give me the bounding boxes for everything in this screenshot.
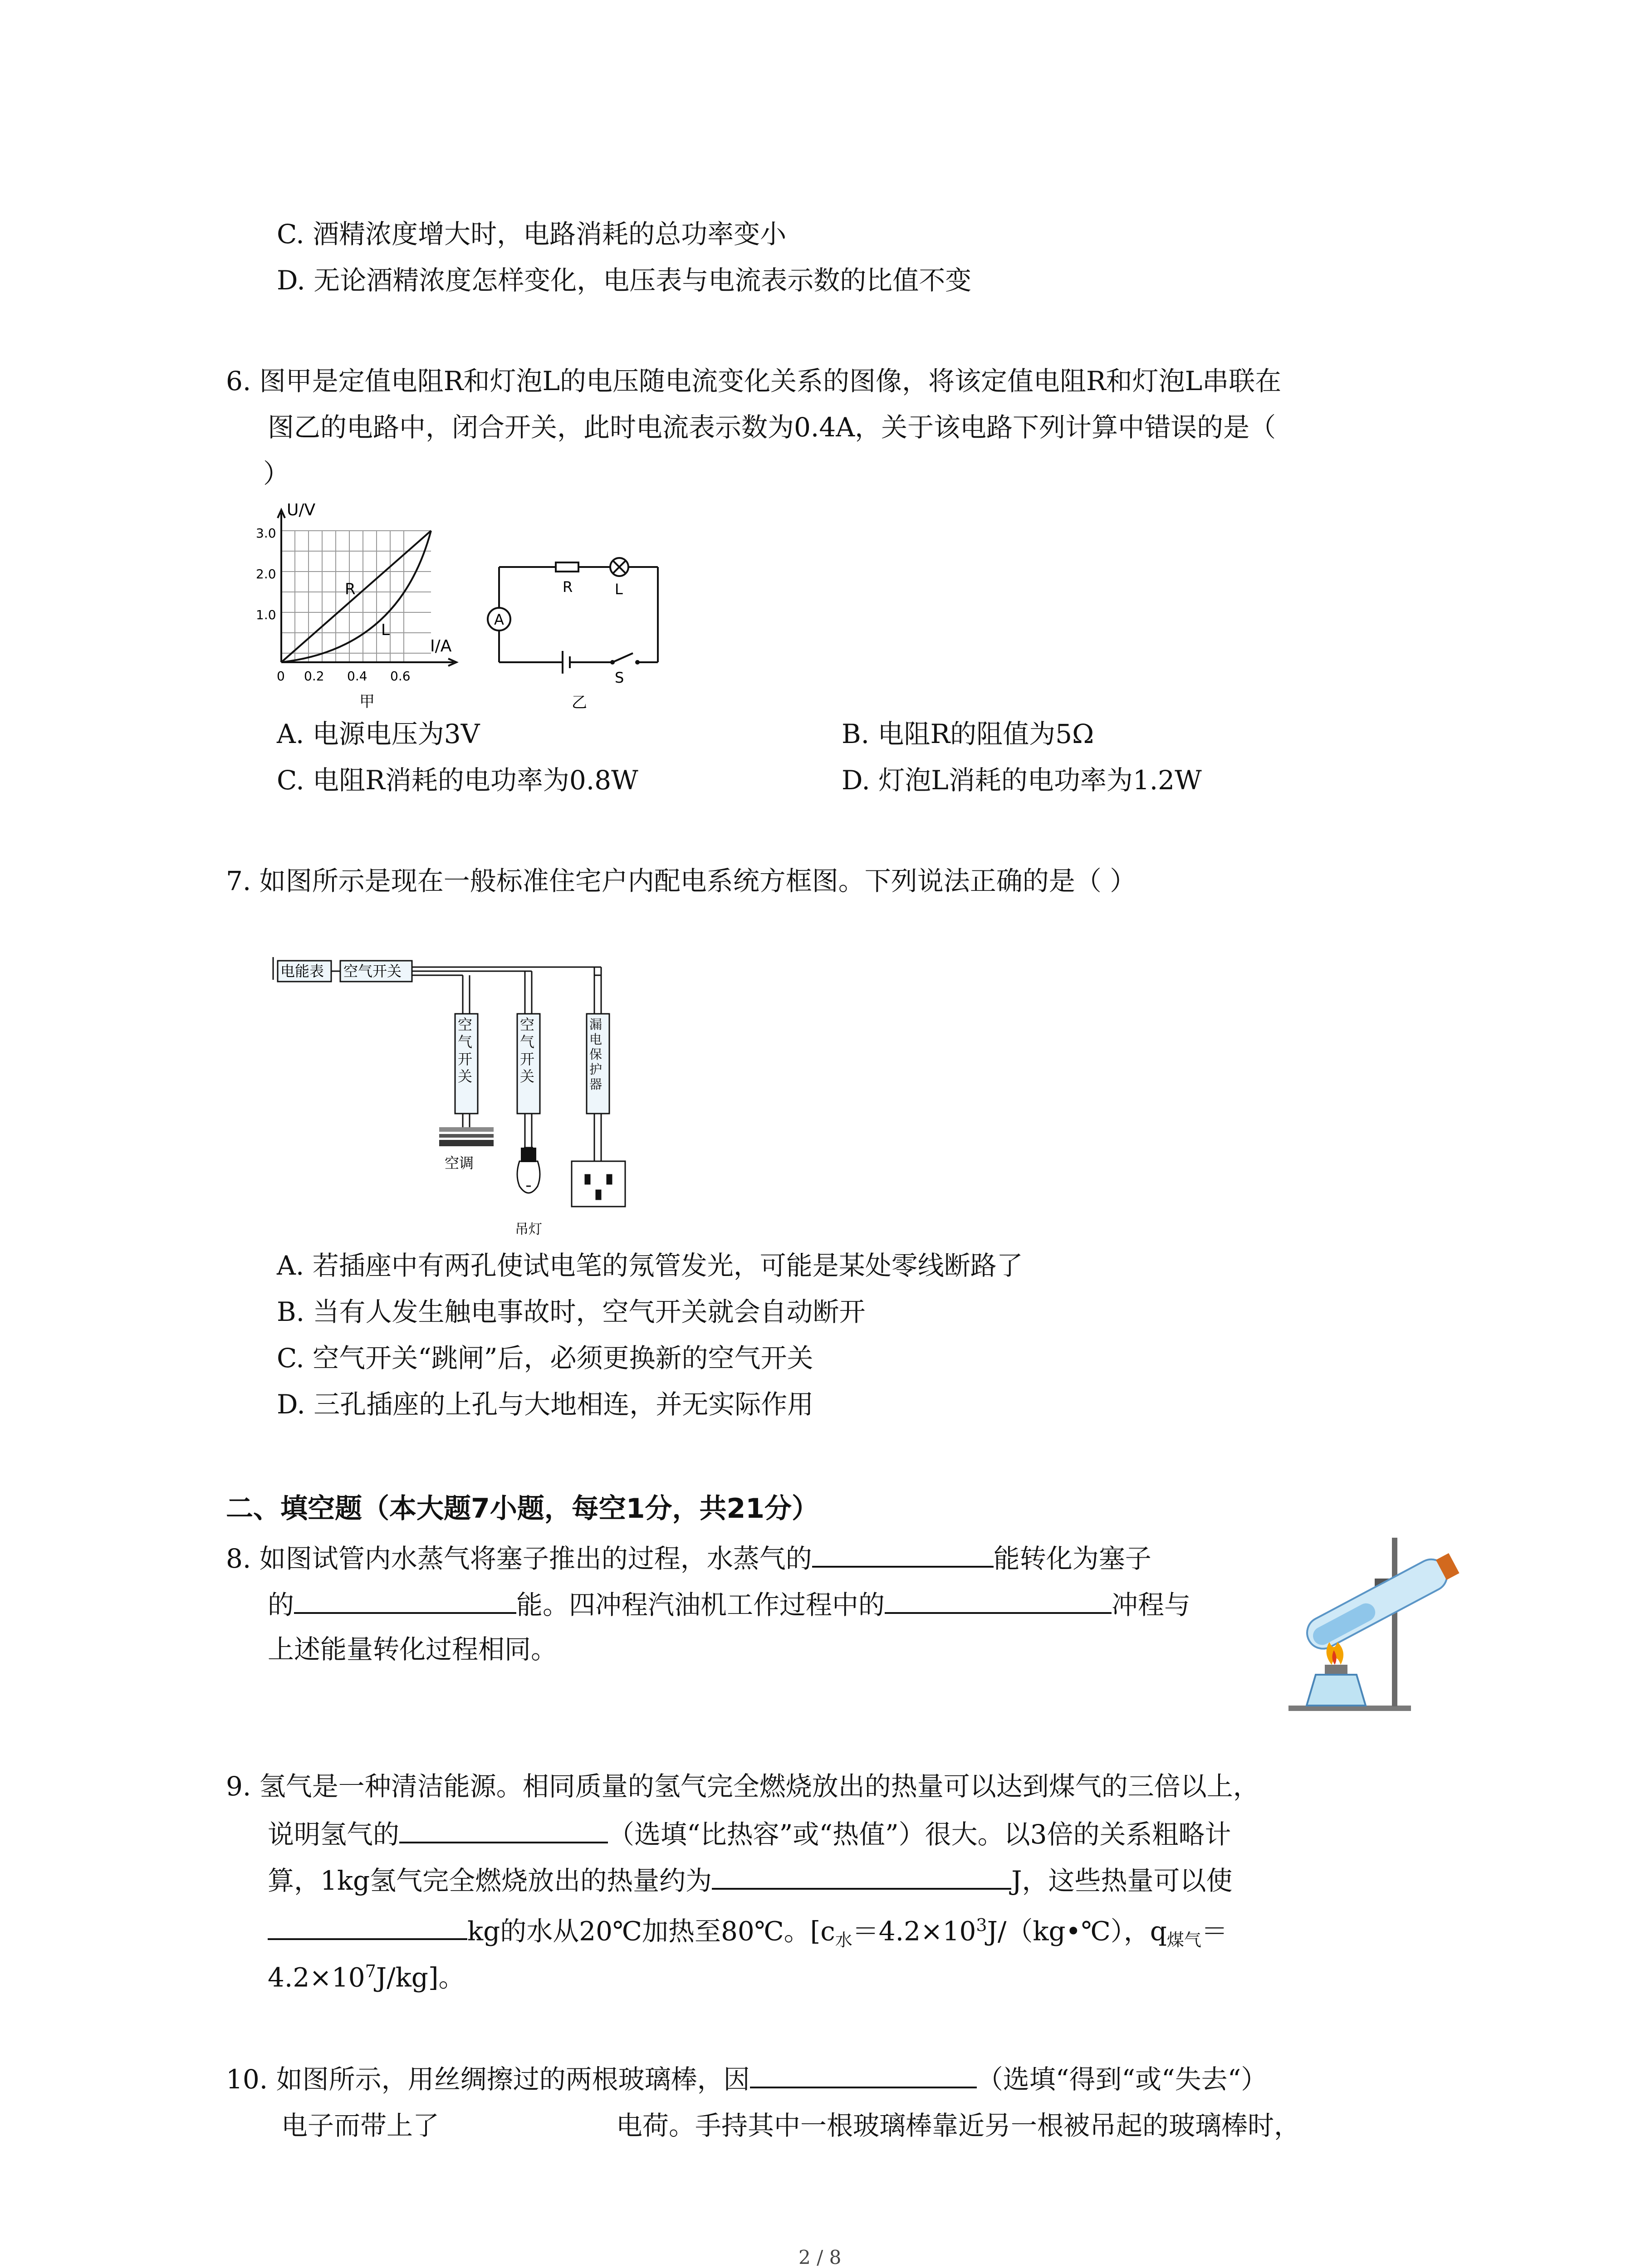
q8-text: 冲程与	[1112, 1589, 1191, 1620]
test-tube-figure	[1288, 1533, 1461, 1724]
ac-label: 空调	[445, 1154, 474, 1172]
main-breaker-label: 空气开关	[343, 963, 402, 980]
q9-blank-1[interactable]	[399, 1815, 608, 1843]
graph-y-label: U/V	[287, 501, 316, 519]
q6-graph-voltage-current	[254, 499, 481, 717]
q8-line2	[268, 1586, 1190, 1622]
q9-line1: 9. 氢气是一种清洁能源。相同质量的氢气完全燃烧放出的热量可以达到煤气的三倍以上，	[226, 1771, 1259, 1802]
q8-blank-3[interactable]	[885, 1586, 1112, 1614]
q9-text: ＝4.2×10	[852, 1916, 976, 1947]
q9-text: 说明氢气的	[268, 1819, 400, 1850]
graph-ytick: 1.0	[256, 607, 276, 622]
q9-blank-3[interactable]	[268, 1912, 467, 1940]
q9-subscript: 水	[835, 1930, 852, 1950]
q8-text: 8. 如图试管内水蒸气将塞子推出的过程，水蒸气的	[226, 1543, 812, 1574]
q8-line1	[226, 1540, 1151, 1576]
q9-subscript: 煤气	[1166, 1930, 1201, 1950]
q7-option-a: A. 若插座中有两孔使试电笔的氖管发光，可能是某处零线断路了	[277, 1250, 1023, 1281]
graph-xtick: 0.6	[390, 669, 411, 684]
circuit-caption: 乙	[572, 694, 587, 712]
graph-caption: 甲	[359, 693, 375, 711]
graph-xtick: 0	[277, 669, 285, 684]
q9-line4	[268, 1908, 1228, 1957]
q8-blank-2[interactable]	[294, 1586, 516, 1614]
q6-stem-line2: 图乙的电路中，闭合开关，此时电流表示数为0.4A，关于该电路下列计算中错误的是（	[268, 412, 1276, 443]
graph-ytick: 2.0	[256, 567, 276, 582]
circuit-ammeter-label: A	[494, 611, 504, 628]
q9-superscript: 3	[976, 1915, 987, 1935]
section-title: 二、填空题（本大题7小题，每空1分，共21分）	[226, 1493, 819, 1525]
q10-line2	[281, 2107, 1300, 2143]
graph-ytick: 3.0	[256, 526, 276, 541]
q10-blank-2[interactable]	[439, 2107, 616, 2135]
q8-text: 能转化为塞子	[993, 1543, 1151, 1574]
q6-circuit-diagram	[481, 544, 671, 717]
q5-option-c: C. 酒精浓度增大时，电路消耗的总功率变小	[277, 219, 787, 249]
q8-text: 的	[268, 1589, 294, 1620]
page-number: 2 / 8	[798, 2246, 842, 2268]
q6-option-a: A. 电源电压为3V	[277, 719, 480, 749]
meter-label: 电能表	[280, 963, 324, 980]
q6-stem-line1: 6. 图甲是定值电阻R和灯泡L的电压随电流变化关系的图像，将该定值电阻R和灯泡L串联在	[226, 366, 1282, 396]
q6-option-b: B. 电阻R的阻值为5Ω	[842, 719, 1094, 749]
q10-blank-1[interactable]	[750, 2060, 977, 2088]
q9-text: ＝	[1201, 1916, 1228, 1947]
q9-text: kg的水从20℃加热至80℃。[c	[467, 1916, 835, 1947]
q8-blank-1[interactable]	[812, 1540, 994, 1568]
q5-option-d: D. 无论酒精浓度怎样变化，电压表与电流表示数的比值不变	[277, 265, 972, 296]
graph-curve-l-label: L	[381, 621, 390, 639]
breaker2-label: 空气开关	[520, 1016, 535, 1085]
q10-text: 电子而带上了	[281, 2110, 440, 2141]
graph-x-label: I/A	[430, 637, 452, 655]
rcd-label: 漏电保护器	[589, 1017, 603, 1092]
q7-stem: 7. 如图所示是现在一般标准住宅户内配电系统方框图。下列说法正确的是（ ）	[226, 865, 1136, 896]
circuit-switch-label: S	[615, 669, 624, 686]
breaker1-label: 空气开关	[458, 1016, 473, 1085]
q6-stem-line3: ）	[263, 458, 290, 489]
q9-text: 算，1kg氢气完全燃烧放出的热量约为	[268, 1865, 712, 1896]
q9-text: 4.2×10	[268, 1962, 365, 1993]
q10-line1	[226, 2060, 1267, 2097]
q10-text: （选填“得到“或“失去“）	[976, 2064, 1268, 2095]
q9-blank-2[interactable]	[712, 1862, 1011, 1890]
circuit-l-label: L	[615, 581, 623, 598]
q10-text: 10. 如图所示，用丝绸擦过的两根玻璃棒，因	[226, 2064, 750, 2095]
q7-option-c: C. 空气开关“跳闸”后，必须更换新的空气开关	[277, 1343, 813, 1374]
q9-text: J/（kg•℃），q	[987, 1916, 1167, 1947]
circuit-r-label: R	[563, 578, 573, 596]
q9-line5	[268, 1954, 465, 1994]
q7-distribution-diagram	[272, 948, 681, 1247]
graph-xtick: 0.2	[304, 669, 324, 684]
q9-text: （选填“比热容”或“热值”）很大。以3倍的关系粗略计	[608, 1819, 1231, 1850]
q8-text: 能。四冲程汽油机工作过程中的	[516, 1589, 885, 1620]
q10-text: 电荷。手持其中一根玻璃棒靠近另一根被吊起的玻璃棒时，	[616, 2110, 1301, 2141]
q9-line2	[268, 1815, 1231, 1852]
q6-option-d: D. 灯泡L消耗的电功率为1.2W	[842, 765, 1202, 796]
lamp-label: 吊灯	[515, 1222, 542, 1237]
q7-option-b: B. 当有人发生触电事故时，空气开关就会自动断开	[277, 1296, 866, 1327]
graph-xtick: 0.4	[347, 669, 367, 684]
q9-text: J/kg]。	[376, 1962, 465, 1993]
q7-option-d: D. 三孔插座的上孔与大地相连，并无实际作用	[277, 1389, 814, 1420]
graph-curve-r-label: R	[345, 580, 356, 598]
q9-superscript: 7	[365, 1961, 376, 1981]
q9-text: J，这些热量可以使	[1011, 1865, 1233, 1896]
q8-line3: 上述能量转化过程相同。	[268, 1634, 558, 1665]
q6-option-c: C. 电阻R消耗的电功率为0.8W	[277, 765, 638, 796]
q9-line3	[268, 1862, 1232, 1898]
